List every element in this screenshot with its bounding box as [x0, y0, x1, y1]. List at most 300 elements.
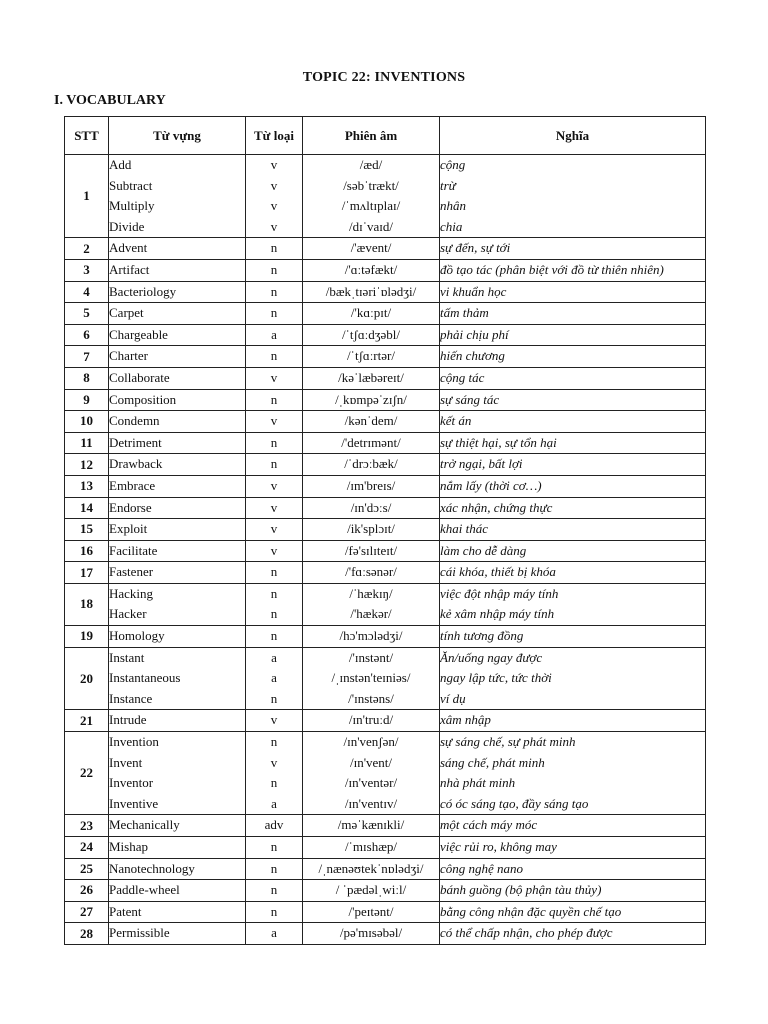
pos-text: adv	[264, 817, 284, 833]
ipa-text: /'ɪnstənt/	[348, 649, 394, 665]
ipa-cell	[303, 519, 440, 541]
meaning-text: vi khuẩn học	[440, 283, 507, 299]
ipa-cell	[303, 411, 440, 433]
ipa-cell	[303, 540, 440, 562]
pos-text: n	[270, 456, 278, 472]
meaning-text: xâm nhập	[440, 712, 491, 728]
meaning-text: bằng công nhận đặc quyền chế tạo	[440, 903, 622, 919]
ipa-cell	[303, 562, 440, 584]
stt-cell: 7	[65, 346, 109, 368]
pos-text: n	[270, 860, 278, 876]
stt-cell: 23	[65, 815, 109, 837]
pos-text: v	[270, 198, 278, 214]
pos-text: n	[270, 564, 278, 580]
ipa-cell	[303, 815, 440, 837]
word-cell	[109, 626, 246, 648]
table-row	[65, 923, 706, 945]
pos-cell	[246, 519, 303, 541]
word-text: Collaborate	[109, 369, 170, 385]
ipa-text: /hɔ'mɔlədʒi/	[339, 628, 403, 644]
pos-cell	[246, 389, 303, 411]
stt-cell: 9	[65, 389, 109, 411]
meaning-cell	[440, 880, 706, 902]
word-text: Hacker	[109, 606, 147, 622]
word-cell	[109, 411, 246, 433]
pos-text: a	[271, 326, 277, 342]
meaning-cell	[440, 923, 706, 945]
word-text: Add	[109, 157, 132, 172]
word-text: Advent	[109, 240, 148, 256]
pos-cell	[246, 732, 303, 815]
meaning-cell	[440, 454, 706, 476]
ipa-text: /səbˈtrækt/	[343, 177, 399, 193]
stt-cell: 24	[65, 837, 109, 859]
pos-text: a	[271, 795, 277, 811]
table-row	[65, 475, 706, 497]
meaning-cell	[440, 901, 706, 923]
word-text: Subtract	[109, 177, 153, 193]
stt-cell: 21	[65, 710, 109, 732]
section-heading: I. VOCABULARY	[54, 93, 166, 108]
meaning-text: công nghệ nano	[440, 860, 524, 876]
table-row	[65, 238, 706, 260]
stt-cell: 28	[65, 923, 109, 945]
word-text: Instantaneous	[109, 670, 181, 686]
pos-text: v	[270, 477, 278, 493]
table-row	[65, 880, 706, 902]
word-text: Charter	[109, 348, 148, 364]
ipa-text: /'hækər/	[350, 606, 392, 622]
ipa-cell	[303, 238, 440, 260]
word-text: Facilitate	[109, 542, 158, 558]
table-row	[65, 562, 706, 584]
table-row	[65, 837, 706, 859]
stt-cell: 13	[65, 475, 109, 497]
meaning-cell	[440, 647, 706, 710]
meaning-text: hiến chương	[440, 348, 505, 364]
word-cell	[109, 647, 246, 710]
word-text: Detriment	[109, 434, 162, 450]
word-cell	[109, 540, 246, 562]
table-row	[65, 155, 706, 238]
stt-cell: 25	[65, 858, 109, 880]
pos-text: n	[270, 348, 278, 364]
ipa-text: /ˈtʃɑːrtər/	[347, 348, 395, 364]
stt-cell: 4	[65, 281, 109, 303]
ipa-cell	[303, 923, 440, 945]
ipa-text: /'ævent/	[350, 240, 392, 256]
word-cell	[109, 497, 246, 519]
meaning-cell	[440, 281, 706, 303]
word-cell	[109, 858, 246, 880]
meaning-text: nhân	[440, 198, 466, 214]
ipa-text: /'peɪtənt/	[348, 903, 394, 919]
meaning-text: xác nhận, chứng thực	[440, 499, 553, 515]
ipa-text: /bækˌtɪəriˈɒlədʒi/	[325, 283, 417, 299]
word-cell	[109, 324, 246, 346]
ipa-cell	[303, 858, 440, 880]
ipa-text: /'fɑːsənər/	[345, 564, 397, 580]
pos-cell	[246, 923, 303, 945]
pos-text: n	[270, 839, 278, 854]
pos-text: n	[270, 628, 278, 644]
word-cell	[109, 259, 246, 281]
word-cell	[109, 281, 246, 303]
pos-cell	[246, 324, 303, 346]
pos-cell	[246, 583, 303, 625]
word-cell	[109, 837, 246, 859]
stt-cell: 6	[65, 324, 109, 346]
table-row	[65, 411, 706, 433]
word-cell	[109, 346, 246, 368]
meaning-text: có thể chấp nhận, cho phép được	[440, 925, 613, 941]
ipa-cell	[303, 259, 440, 281]
meaning-cell	[440, 583, 706, 625]
ipa-text: /ɪn'truːd/	[348, 712, 394, 728]
table-row	[65, 281, 706, 303]
meaning-text: đồ tạo tác (phân biệt với đồ từ thiên nhiên)	[440, 262, 664, 278]
word-text: Divide	[109, 218, 145, 234]
word-cell	[109, 562, 246, 584]
ipa-text: /æd/	[359, 157, 383, 172]
pos-text: v	[270, 754, 278, 770]
ipa-text: /dɪˈvaɪd/	[348, 218, 394, 234]
word-cell	[109, 389, 246, 411]
pos-text: v	[270, 521, 278, 537]
header-meaning: Nghĩa	[440, 117, 706, 155]
word-text: Homology	[109, 628, 165, 644]
word-text: Paddle-wheel	[109, 882, 180, 898]
word-cell	[109, 732, 246, 815]
meaning-cell	[440, 519, 706, 541]
meaning-text: khai thác	[440, 521, 489, 537]
ipa-text: /kəˈlæbəreɪt/	[338, 369, 404, 385]
pos-cell	[246, 497, 303, 519]
word-text: Inventive	[109, 795, 159, 811]
stt-cell: 8	[65, 367, 109, 389]
meaning-cell	[440, 540, 706, 562]
table-row	[65, 454, 706, 476]
word-text: Fastener	[109, 564, 154, 580]
ipa-text: / ˈpædəlˌwiːl/	[335, 882, 407, 898]
stt-cell: 5	[65, 303, 109, 325]
meaning-cell	[440, 346, 706, 368]
pos-cell	[246, 432, 303, 454]
word-cell	[109, 923, 246, 945]
meaning-cell	[440, 432, 706, 454]
meaning-text: việc rủi ro, không may	[440, 839, 557, 854]
table-row	[65, 367, 706, 389]
ipa-cell	[303, 367, 440, 389]
pos-text: n	[270, 261, 278, 277]
meaning-text: sự sáng tác	[440, 391, 500, 407]
pos-cell	[246, 880, 303, 902]
ipa-text: /'detrɪmənt/	[341, 434, 401, 450]
vocabulary-table	[64, 116, 706, 945]
ipa-text: /ˈhækɪŋ/	[349, 585, 393, 601]
meaning-text: sự thiệt hại, sự tổn hại	[440, 434, 557, 450]
word-text: Intrude	[109, 712, 147, 728]
pos-cell	[246, 647, 303, 710]
meaning-cell	[440, 626, 706, 648]
pos-text: n	[270, 882, 278, 898]
ipa-text: /ɪm'breɪs/	[346, 477, 396, 493]
meaning-text: việc đột nhập máy tính	[440, 585, 559, 601]
document-title: TOPIC 22: INVENTIONS	[302, 70, 466, 85]
ipa-text: /pə'mɪsəbəl/	[339, 925, 403, 941]
meaning-text: cộng	[440, 157, 466, 172]
table-row	[65, 858, 706, 880]
pos-cell	[246, 540, 303, 562]
meaning-text: trừ	[440, 177, 456, 193]
word-text: Condemn	[109, 413, 160, 429]
pos-cell	[246, 815, 303, 837]
pos-text: n	[270, 391, 278, 407]
meaning-cell	[440, 411, 706, 433]
pos-text: v	[270, 712, 278, 728]
meaning-text: kết án	[440, 413, 472, 429]
pos-cell	[246, 837, 303, 859]
stt-cell: 22	[65, 732, 109, 815]
word-cell	[109, 367, 246, 389]
pos-cell	[246, 901, 303, 923]
ipa-cell	[303, 155, 440, 238]
word-text: Nanotechnology	[109, 860, 195, 876]
word-text: Composition	[109, 391, 177, 407]
table-row	[65, 519, 706, 541]
word-text: Hacking	[109, 585, 154, 601]
ipa-text: /ˈdrɔːbæk/	[344, 456, 398, 472]
meaning-text: Ăn/uống ngay được	[440, 649, 543, 665]
ipa-text: /fə'sɪlɪteɪt/	[344, 542, 398, 558]
meaning-cell	[440, 815, 706, 837]
ipa-text: /ɪn'venʃən/	[343, 734, 399, 750]
ipa-text: /ˌnænəʊtekˈnɒlədʒi/	[318, 860, 424, 876]
ipa-text: /ˈtʃɑːdʒəbl/	[341, 326, 401, 342]
pos-text: n	[270, 606, 278, 622]
ipa-text: /'ɪnstəns/	[348, 690, 394, 706]
pos-cell	[246, 411, 303, 433]
word-cell	[109, 432, 246, 454]
ipa-text: /ɪn'vent/	[349, 754, 393, 770]
meaning-text: nắm lấy (thời cơ…)	[440, 477, 542, 493]
ipa-text: /ɪn'ventɪv/	[344, 795, 398, 811]
ipa-text: /'ɑːtəfækt/	[344, 261, 398, 277]
word-text: Multiply	[109, 198, 155, 214]
ipa-text: /ɪn'dɔːs/	[350, 499, 392, 515]
word-text: Instant	[109, 649, 145, 665]
pos-cell	[246, 710, 303, 732]
word-text: Endorse	[109, 499, 152, 515]
meaning-cell	[440, 238, 706, 260]
stt-cell: 11	[65, 432, 109, 454]
header-pos: Từ loại	[246, 117, 303, 155]
meaning-cell	[440, 389, 706, 411]
pos-text: n	[270, 734, 278, 750]
pos-text: n	[270, 240, 278, 256]
word-text: Chargeable	[109, 326, 168, 342]
table-row	[65, 901, 706, 923]
meaning-text: ví dụ	[440, 690, 466, 706]
stt-cell: 16	[65, 540, 109, 562]
ipa-text: /ˈmʌltɪplaɪ/	[341, 198, 401, 214]
pos-text: v	[270, 542, 278, 558]
table-row	[65, 497, 706, 519]
ipa-text: /kənˈdem/	[344, 413, 398, 429]
pos-text: a	[271, 649, 277, 665]
ipa-cell	[303, 901, 440, 923]
word-text: Mishap	[109, 839, 148, 854]
pos-cell	[246, 454, 303, 476]
pos-cell	[246, 367, 303, 389]
pos-text: v	[270, 369, 278, 385]
table-row	[65, 815, 706, 837]
table-row	[65, 626, 706, 648]
meaning-text: chia	[440, 218, 463, 234]
meaning-text: tính tương đồng	[440, 628, 524, 644]
ipa-text: /ˌkɒmpəˈzɪʃn/	[335, 391, 407, 407]
meaning-text: ngay lập tức, tức thời	[440, 670, 552, 686]
stt-cell: 20	[65, 647, 109, 710]
table-row	[65, 710, 706, 732]
pos-text: v	[270, 499, 278, 515]
word-cell	[109, 454, 246, 476]
word-cell	[109, 815, 246, 837]
table-row	[65, 324, 706, 346]
stt-cell: 17	[65, 562, 109, 584]
ipa-cell	[303, 583, 440, 625]
table-body	[65, 155, 706, 945]
word-text: Drawback	[109, 456, 163, 472]
word-text: Bacteriology	[109, 283, 177, 299]
word-cell	[109, 710, 246, 732]
word-cell	[109, 155, 246, 238]
pos-text: a	[271, 670, 277, 686]
meaning-text: cộng tác	[440, 369, 485, 385]
table-row	[65, 540, 706, 562]
pos-text: n	[270, 903, 278, 919]
word-cell	[109, 303, 246, 325]
meaning-cell	[440, 367, 706, 389]
meaning-text: có óc sáng tạo, đầy sáng tạo	[440, 795, 589, 811]
pos-text: n	[270, 775, 278, 791]
ipa-cell	[303, 432, 440, 454]
table-row	[65, 303, 706, 325]
meaning-text: sự sáng chế, sự phát minh	[440, 734, 576, 750]
pos-text: v	[270, 157, 278, 172]
pos-text: n	[270, 305, 278, 321]
pos-cell	[246, 155, 303, 238]
meaning-cell	[440, 710, 706, 732]
header-stt: STT	[65, 117, 109, 155]
header-ipa: Phiên âm	[303, 117, 440, 155]
meaning-text: cái khóa, thiết bị khóa	[440, 564, 556, 580]
meaning-text: sự đến, sự tới	[440, 240, 511, 256]
ipa-cell	[303, 454, 440, 476]
header-word: Từ vựng	[109, 117, 246, 155]
stt-cell: 10	[65, 411, 109, 433]
meaning-cell	[440, 324, 706, 346]
meaning-text: một cách máy móc	[440, 817, 538, 833]
word-cell	[109, 475, 246, 497]
ipa-cell	[303, 324, 440, 346]
ipa-cell	[303, 626, 440, 648]
meaning-cell	[440, 732, 706, 815]
pos-cell	[246, 562, 303, 584]
pos-cell	[246, 346, 303, 368]
word-text: Invent	[109, 754, 143, 770]
meaning-cell	[440, 837, 706, 859]
word-text: Patent	[109, 903, 142, 919]
ipa-cell	[303, 475, 440, 497]
ipa-text: /ˌɪnstən'teɪniəs/	[331, 670, 411, 686]
pos-cell	[246, 259, 303, 281]
ipa-cell	[303, 837, 440, 859]
meaning-cell	[440, 259, 706, 281]
word-cell	[109, 901, 246, 923]
word-cell	[109, 880, 246, 902]
word-cell	[109, 519, 246, 541]
ipa-cell	[303, 497, 440, 519]
stt-cell: 27	[65, 901, 109, 923]
ipa-cell	[303, 647, 440, 710]
table-row	[65, 259, 706, 281]
ipa-cell	[303, 346, 440, 368]
word-text: Embrace	[109, 477, 156, 493]
stt-cell: 2	[65, 238, 109, 260]
word-cell	[109, 238, 246, 260]
table-row	[65, 432, 706, 454]
ipa-text: /ɪn'ventər/	[344, 775, 398, 791]
stt-cell: 15	[65, 519, 109, 541]
meaning-text: kẻ xâm nhập máy tính	[440, 606, 555, 622]
meaning-cell	[440, 562, 706, 584]
ipa-text: /ik'splɔɪt/	[347, 521, 395, 537]
pos-text: a	[271, 925, 277, 941]
table-row	[65, 346, 706, 368]
stt-cell: 18	[65, 583, 109, 625]
stt-cell: 1	[65, 155, 109, 238]
word-text: Inventor	[109, 775, 154, 791]
word-text: Mechanically	[109, 817, 180, 833]
stt-cell: 14	[65, 497, 109, 519]
pos-text: n	[270, 283, 278, 299]
word-text: Instance	[109, 690, 153, 706]
pos-text: v	[270, 177, 278, 193]
pos-cell	[246, 238, 303, 260]
ipa-cell	[303, 303, 440, 325]
ipa-cell	[303, 710, 440, 732]
pos-text: v	[270, 218, 278, 234]
table-row	[65, 583, 706, 625]
pos-text: v	[270, 413, 278, 429]
stt-cell: 3	[65, 259, 109, 281]
table-row	[65, 732, 706, 815]
meaning-text: tấm thảm	[440, 305, 489, 321]
meaning-cell	[440, 497, 706, 519]
pos-cell	[246, 858, 303, 880]
ipa-text: /ˈmɪshæp/	[344, 839, 397, 854]
meaning-text: phải chịu phí	[440, 326, 509, 342]
word-text: Invention	[109, 734, 159, 750]
stt-cell: 19	[65, 626, 109, 648]
stt-cell: 26	[65, 880, 109, 902]
ipa-text: /məˈkænɪkli/	[337, 817, 405, 833]
meaning-cell	[440, 858, 706, 880]
pos-cell	[246, 626, 303, 648]
meaning-cell	[440, 155, 706, 238]
word-cell	[109, 583, 246, 625]
